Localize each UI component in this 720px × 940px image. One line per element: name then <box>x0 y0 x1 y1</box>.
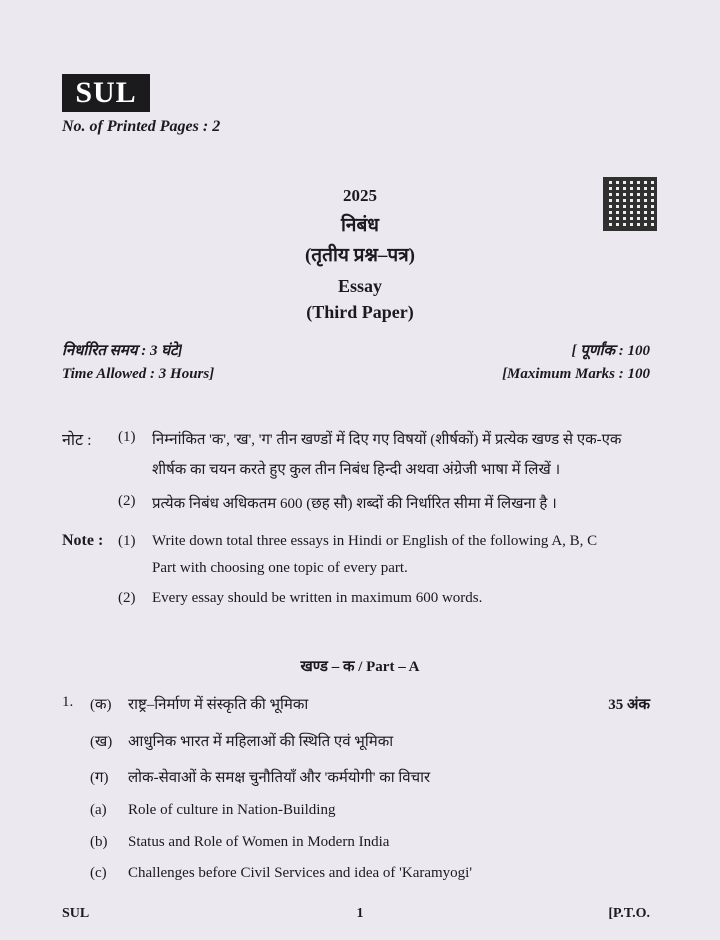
topic-label: (ख) <box>90 734 113 750</box>
hindi-note-text: प्रत्येक निबंध अधिकतम 600 (छह सौ) शब्दों की निर्धारित सीमा में लिखना है । <box>152 496 557 512</box>
topic-label: (c) <box>90 865 107 881</box>
printed-pages: No. of Printed Pages : 2 <box>62 118 221 135</box>
english-note-text: Part with choosing one topic of every part. <box>152 560 408 576</box>
hindi-subtitle: (तृतीय प्रश्न–पत्र) <box>304 245 416 266</box>
question-marks: 35 अंक <box>608 697 650 713</box>
english-note-text: Every essay should be written in maximum 600 words. <box>152 590 483 606</box>
question-number: 1. <box>62 694 74 710</box>
english-note-number: (1) <box>118 533 136 549</box>
hindi-title: निबंध <box>340 215 379 236</box>
hindi-note-number: (1) <box>118 429 136 445</box>
hindi-note-text: निम्नांकित 'क', 'ख', 'ग' तीन खण्डों में दिए गए विषयों (शीर्षकों) में प्रत्येक खण्ड से एक-एक <box>152 432 622 448</box>
topic-text: Role of culture in Nation-Building <box>128 802 336 818</box>
topic-text: लोक-सेवाओं के समक्ष चुनौतियाँ और 'कर्मयोगी' का विचार <box>128 770 431 786</box>
topic-label: (ग) <box>90 770 109 786</box>
time-allowed-hindi: निर्धारित समय : 3 घंटे] <box>62 343 183 359</box>
topic-text: राष्ट्र–निर्माण में संस्कृति की भूमिका <box>128 697 309 713</box>
topic-label: (a) <box>90 802 107 818</box>
time-allowed-english: Time Allowed : 3 Hours] <box>62 366 215 382</box>
paper-code-badge: SUL <box>62 74 150 112</box>
english-title: Essay <box>337 276 382 296</box>
page-number: 1 <box>356 906 364 921</box>
topic-text: Status and Role of Women in Modern India <box>128 834 390 850</box>
english-note-text: Write down total three essays in Hindi or English of the following A, B, C <box>152 533 598 549</box>
footer-code: SUL <box>62 906 90 921</box>
topic-label: (क) <box>90 697 112 713</box>
hindi-note-label: नोट : <box>62 432 92 449</box>
hindi-note-text: शीर्षक का चयन करते हुए कुल तीन निबंध हिन्दी अथवा अंग्रेजी भाषा में लिखें । <box>152 462 561 478</box>
topic-text: आधुनिक भारत में महिलाओं की स्थिति एवं भूमिका <box>128 734 394 750</box>
english-subtitle: (Third Paper) <box>306 302 414 322</box>
pto-label: [P.T.O. <box>608 906 650 921</box>
english-note-label: Note : <box>62 532 104 549</box>
topic-label: (b) <box>90 834 108 850</box>
max-marks-english: [Maximum Marks : 100 <box>502 366 650 382</box>
hindi-note-number: (2) <box>118 493 136 509</box>
english-note-number: (2) <box>118 590 136 606</box>
part-a-heading: खण्ड – क / Part – A <box>300 659 420 675</box>
topic-text: Challenges before Civil Services and idea of 'Karamyogi' <box>128 865 473 881</box>
max-marks-hindi: [ पूर्णांक : 100 <box>571 343 650 359</box>
exam-year: 2025 <box>343 186 377 205</box>
